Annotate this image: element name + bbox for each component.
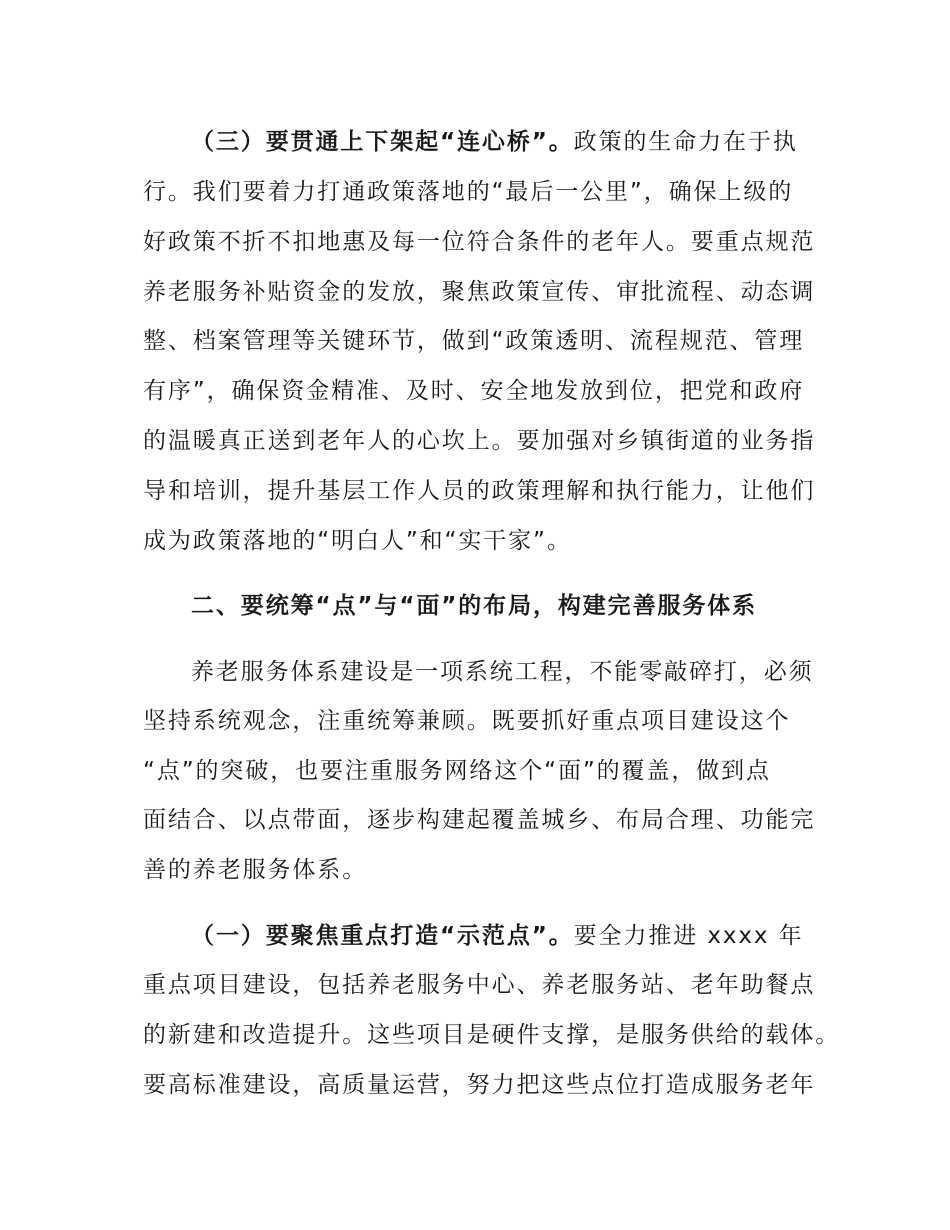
section-3-text: 政策的生命力在于执: [573, 129, 798, 155]
paragraph-line: 导和培训，提升基层工作人员的政策理解和执行能力，让他们: [143, 478, 816, 504]
paragraph-line: 养老服务补贴资金的发放，聚焦政策宣传、审批流程、动态调: [143, 279, 816, 305]
paragraph-line: “点”的突破，也要注重服务网络这个“面”的覆盖，做到点: [143, 758, 771, 784]
paragraph-line: 的温暖真正送到老年人的心坎上。要加强对乡镇街道的业务指: [143, 428, 816, 454]
paragraph-line: 成为政策落地的“明白人”和“实干家”。: [143, 528, 572, 554]
section-1-text: 要全力推进 xxxx 年: [573, 923, 804, 949]
paragraph-line: 行。我们要着力打通政策落地的“最后一公里”，确保上级的: [143, 179, 794, 205]
paragraph-line: 好政策不折不扣地惠及每一位符合条件的老年人。要重点规范: [143, 229, 816, 255]
section-1-heading: （一）要聚焦重点打造“示范点”。: [191, 923, 574, 949]
paragraph-line: 面结合、以点带面，逐步构建起覆盖城乡、布局合理、功能完: [143, 807, 816, 833]
paragraph-line: 善的养老服务体系。: [143, 857, 368, 883]
paragraph-line: 要高标准建设，高质量运营，努力把这些点位打造成服务老年: [143, 1072, 816, 1098]
paragraph-line: 重点项目建设，包括养老服务中心、养老服务站、老年助餐点: [143, 972, 816, 998]
paragraph-line: 整、档案管理等关键环节，做到“政策透明、流程规范、管理: [143, 328, 805, 354]
paragraph-line: 有序”，确保资金精准、及时、安全地发放到位，把党和政府: [143, 378, 805, 404]
paragraph-line: 的新建和改造提升。这些项目是硬件支撑，是服务供给的载体。: [143, 1022, 841, 1048]
section-3-first-line: [191, 127, 881, 157]
section-3-heading: （三）要贯通上下架起“连心桥”。: [191, 129, 574, 155]
part-2-title: 二、要统筹“点”与“面”的布局，构建完善服务体系: [191, 593, 758, 619]
paragraph-line: 养老服务体系建设是一项系统工程，不能零敲碎打，必须: [191, 659, 814, 685]
paragraph-line: 坚持系统观念，注重统筹兼顾。既要抓好重点项目建设这个: [143, 708, 791, 734]
section-1-first-line: [191, 921, 881, 951]
